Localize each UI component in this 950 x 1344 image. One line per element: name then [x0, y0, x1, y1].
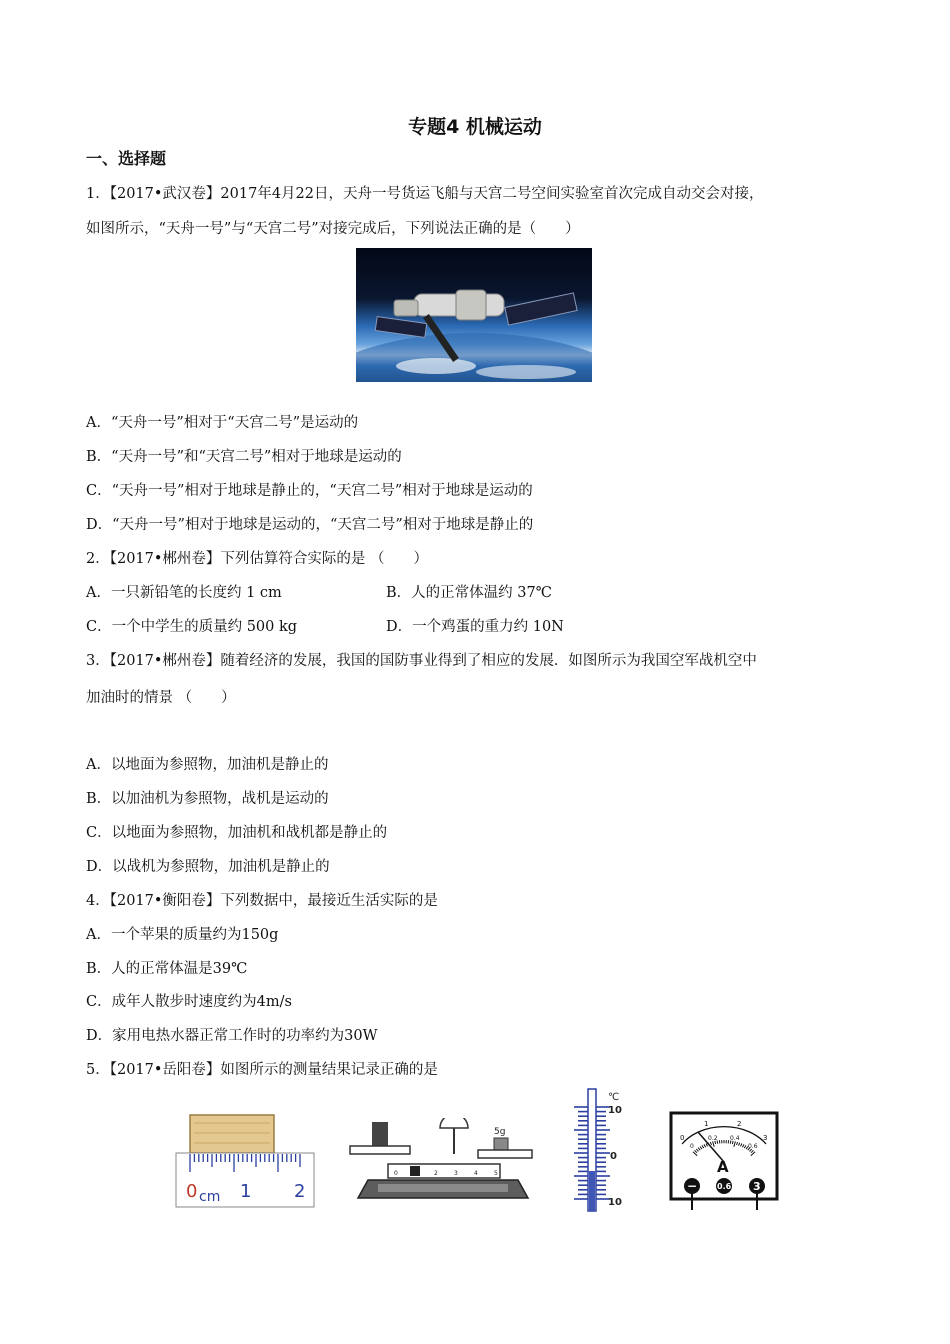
ruler-label-0: 0 [186, 1181, 198, 1202]
q3-option-b: B．以加油机为参照物，战机是运动的 [86, 791, 329, 807]
balance-scale-label: 3 [454, 1170, 458, 1177]
thermometer-label-mid: 0 [610, 1151, 617, 1162]
q5-stem: 5．【2017•岳阳卷】如图所示的测量结果记录正确的是 [86, 1062, 438, 1078]
q3-option-c: C．以地面为参照物，加油机和战机都是静止的 [86, 825, 388, 841]
balance-weight [494, 1138, 508, 1150]
space-station-illustration [356, 248, 592, 382]
balance-dial [440, 1118, 468, 1128]
balance-scale-label: 2 [434, 1170, 438, 1177]
q3-stem-line2: 加油时的情景 （ ） [86, 690, 236, 706]
terminal-0-6-label: 0.6 [717, 1182, 732, 1191]
ammeter-figure [668, 1110, 782, 1212]
q1-option-b: B．“天舟一号”和“天宫二号”相对于地球是运动的 [86, 449, 402, 465]
thermometer-unit: ℃ [608, 1092, 620, 1103]
balance-scale-label: 1 [414, 1170, 418, 1177]
left-pan [350, 1146, 410, 1154]
q2-option-d: D．一个鸡蛋的重力约 10N [386, 619, 564, 635]
thermometer-liquid [589, 1171, 595, 1211]
balance-scale-label: 0 [394, 1170, 398, 1177]
q4-option-b: B．人的正常体温是39℃ [86, 961, 248, 977]
ammeter-scale-bottom-3: 0.6 [748, 1143, 758, 1150]
balance-figure [348, 1118, 538, 1210]
balance-weight-label: 5g [494, 1127, 506, 1137]
thermometer-figure [562, 1085, 634, 1215]
q3-stem-line1: 3．【2017•郴州卷】随着经济的发展，我国的国防事业得到了相应的发展．如图所示为我国空军战机空中 [86, 653, 757, 669]
ruler-figure [172, 1113, 317, 1211]
q3-option-d: D．以战机为参照物，加油机是静止的 [86, 859, 330, 875]
q4-option-c: C．成年人散步时速度约为4m/s [86, 994, 292, 1010]
ruler-label-2: 2 [294, 1181, 306, 1202]
balance-scale-label: 5 [494, 1170, 498, 1177]
thermometer-label-top: 10 [608, 1105, 622, 1116]
section-heading: 一、选择题 [86, 149, 167, 168]
q4-option-a: A．一个苹果的质量约为150g [86, 927, 279, 943]
ammeter-scale-bottom-1: 0.2 [708, 1135, 718, 1142]
q3-option-a: A．以地面为参照物，加油机是静止的 [86, 757, 329, 773]
ammeter-scale-bottom-0: 0 [690, 1143, 694, 1150]
q4-option-d: D．家用电热水器正常工作时的功率约为30W [86, 1028, 378, 1044]
ammeter-scale-top-0: 0 [680, 1134, 685, 1142]
ruler-unit: cm [199, 1189, 221, 1205]
balance-beam-scale [388, 1164, 500, 1178]
ammeter-scale-top-3: 3 [763, 1134, 768, 1142]
q1-option-d: D．“天舟一号”相对于地球是运动的，“天宫二号”相对于地球是静止的 [86, 517, 534, 533]
ammeter-symbol: A [717, 1158, 729, 1176]
wooden-block [190, 1115, 274, 1153]
q1-option-c: C．“天舟一号”相对于地球是静止的，“天宫二号”相对于地球是运动的 [86, 483, 533, 499]
ammeter-scale-bottom-2: 0.4 [730, 1135, 740, 1142]
ruler-label-1: 1 [240, 1181, 252, 1202]
balance-scale-label: 4 [474, 1170, 478, 1177]
balance-object [372, 1122, 388, 1146]
right-pan [478, 1150, 532, 1158]
q1-option-a: A．“天舟一号”相对于“天宫二号”是运动的 [86, 415, 359, 431]
q1-stem-line1: 1．【2017•武汉卷】2017年4月22日，天舟一号货运飞船与天宫二号空间实验室首次完成自动交会对接， [86, 186, 764, 202]
q2-option-b: B．人的正常体温约 37℃ [386, 585, 552, 601]
terminal-3-label: 3 [753, 1180, 761, 1193]
ammeter-scale-top-1: 1 [704, 1120, 709, 1128]
page-title: 专题4 机械运动 [408, 116, 542, 138]
q4-stem: 4．【2017•衡阳卷】下列数据中，最接近生活实际的是 [86, 893, 438, 909]
ammeter-scale-top-2: 2 [737, 1120, 742, 1128]
terminal-minus-label: − [687, 1179, 698, 1193]
space-station-photo [356, 248, 592, 382]
q2-stem: 2．【2017•郴州卷】下列估算符合实际的是 （ ） [86, 551, 429, 567]
q2-option-c: C．一个中学生的质量约 500 kg [86, 619, 298, 635]
q2-option-a: A．一只新铅笔的长度约 1 cm [86, 585, 282, 601]
q1-stem-line2: 如图所示，“天舟一号”与“天宫二号”对接完成后，下列说法正确的是（ ） [86, 221, 580, 237]
thermometer-label-bot: 10 [608, 1197, 622, 1208]
